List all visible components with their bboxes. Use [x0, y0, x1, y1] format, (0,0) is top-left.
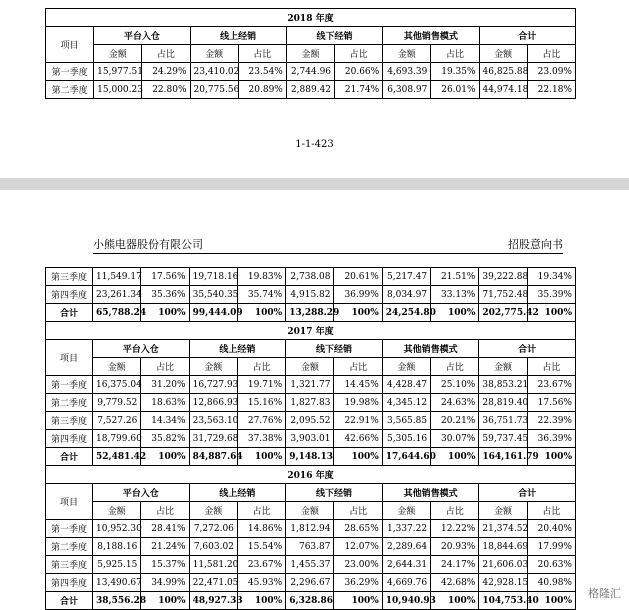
- ratio-cell: 100%: [334, 304, 382, 322]
- ratio-cell: 100%: [527, 448, 575, 466]
- channel-header: 合计: [479, 27, 575, 45]
- amount-cell: 10,952.30: [93, 520, 141, 538]
- ratio-header: 占比: [431, 502, 479, 520]
- amount-cell: 1,812.94: [286, 520, 334, 538]
- amount-cell: 84,887.64: [189, 448, 237, 466]
- channel-header: 平台入仓: [94, 27, 190, 45]
- amount-cell: 4,915.82: [286, 286, 334, 304]
- ratio-cell: 100%: [141, 448, 189, 466]
- channel-header: 其他销售模式: [382, 340, 479, 358]
- amount-header: 金额: [189, 502, 237, 520]
- amount-cell: 21,606.03: [479, 556, 527, 574]
- amount-cell: 59,737.45: [479, 430, 527, 448]
- channel-header: 平台入仓: [93, 484, 190, 502]
- page-separator: [0, 178, 629, 190]
- amount-cell: 7,272.06: [189, 520, 237, 538]
- ratio-cell: 19.83%: [237, 268, 285, 286]
- ratio-cell: 23.67%: [527, 376, 575, 394]
- amount-cell: 42,928.15: [479, 574, 527, 592]
- ratio-header: 占比: [238, 45, 286, 63]
- amount-header: 金额: [382, 502, 430, 520]
- ratio-cell: 100%: [141, 304, 189, 322]
- amount-cell: 23,563.10: [189, 412, 237, 430]
- year-label: 2016 年度: [46, 466, 576, 484]
- amount-cell: 39,222.88: [479, 268, 527, 286]
- year-header-row: [46, 466, 576, 484]
- ratio-cell: 35.39%: [527, 286, 575, 304]
- ratio-cell: 19.98%: [334, 394, 382, 412]
- ratio-cell: 31.20%: [141, 376, 189, 394]
- ratio-cell: 20.61%: [334, 268, 382, 286]
- quarter-label: 第三季度: [46, 556, 93, 574]
- amount-cell: 202,775.42: [479, 304, 527, 322]
- ratio-cell: 17.56%: [527, 394, 575, 412]
- ratio-cell: 100%: [237, 304, 285, 322]
- amount-header: 金额: [382, 358, 430, 376]
- amount-header: 金额: [190, 45, 238, 63]
- amount-cell: 164,161.79: [479, 448, 527, 466]
- amount-cell: 12,866.93: [189, 394, 237, 412]
- watermark: 格隆汇: [588, 587, 621, 600]
- ratio-cell: 40.98%: [527, 574, 575, 592]
- amount-header: 金额: [479, 358, 527, 376]
- ratio-cell: 14.45%: [334, 376, 382, 394]
- ratio-cell: 19.34%: [527, 268, 575, 286]
- table-row: [46, 63, 576, 81]
- amount-cell: 8,034.97: [382, 286, 430, 304]
- amount-cell: 20,775.56: [190, 81, 238, 99]
- quarter-label: 第一季度: [46, 376, 93, 394]
- amount-cell: 23,410.02: [190, 63, 238, 81]
- ratio-cell: 19.71%: [237, 376, 285, 394]
- amount-cell: 2,296.67: [286, 574, 334, 592]
- amount-cell: 52,481.42: [93, 448, 141, 466]
- ratio-cell: 35.36%: [141, 286, 189, 304]
- ratio-cell: 20.40%: [527, 520, 575, 538]
- table-row: [46, 520, 576, 538]
- ratio-cell: 100%: [431, 304, 479, 322]
- ratio-header: 占比: [237, 358, 285, 376]
- ratio-cell: 14.34%: [141, 412, 189, 430]
- ratio-cell: 15.37%: [141, 556, 189, 574]
- channel-header: 其他销售模式: [382, 484, 479, 502]
- ratio-cell: 30.07%: [431, 430, 479, 448]
- ratio-cell: 100%: [527, 304, 575, 322]
- channel-header: 其他销售模式: [383, 27, 479, 45]
- ratio-cell: 100%: [527, 592, 575, 610]
- ratio-cell: 36.29%: [334, 574, 382, 592]
- amount-cell: 28,819.40: [479, 394, 527, 412]
- amount-cell: 104,753.40: [479, 592, 527, 610]
- amount-cell: 5,925.15: [93, 556, 141, 574]
- ratio-cell: 42.68%: [431, 574, 479, 592]
- amount-cell: 1,455.37: [286, 556, 334, 574]
- ratio-header: 占比: [334, 502, 382, 520]
- table-row: [46, 574, 576, 592]
- amount-cell: 65,788.24: [93, 304, 141, 322]
- ratio-cell: 28.65%: [334, 520, 382, 538]
- ratio-cell: 35.74%: [237, 286, 285, 304]
- quarter-label: 第二季度: [46, 81, 94, 99]
- amount-cell: 13,288.29: [286, 304, 334, 322]
- amount-cell: 11,549.17: [93, 268, 141, 286]
- amount-cell: 18,799.60: [93, 430, 141, 448]
- ratio-cell: 36.99%: [334, 286, 382, 304]
- ratio-cell: 37.38%: [237, 430, 285, 448]
- subheader-row: [46, 502, 576, 520]
- amount-header: 金额: [93, 358, 141, 376]
- channel-header: 合计: [479, 340, 576, 358]
- ratio-cell: 15.54%: [237, 538, 285, 556]
- subheader-row: [46, 358, 576, 376]
- ratio-cell: 100%: [237, 448, 285, 466]
- quarter-label: 第四季度: [46, 574, 93, 592]
- amount-header: 金额: [93, 502, 141, 520]
- amount-header: 金额: [286, 358, 334, 376]
- company-name: 小熊电器股份有限公司: [93, 238, 203, 251]
- quarter-label: 第二季度: [46, 394, 93, 412]
- table-row: [46, 81, 576, 99]
- ratio-cell: 20.89%: [238, 81, 286, 99]
- amount-cell: 2,095.52: [286, 412, 334, 430]
- amount-cell: 38,556.28: [93, 592, 141, 610]
- ratio-cell: 100%: [334, 592, 382, 610]
- column-header-row: [46, 484, 576, 502]
- ratio-header: 占比: [527, 358, 575, 376]
- amount-cell: 16,375.04: [93, 376, 141, 394]
- ratio-cell: 20.21%: [431, 412, 479, 430]
- sales-table-2018-part1: [45, 8, 576, 99]
- amount-cell: 1,321.77: [286, 376, 334, 394]
- ratio-cell: 18.63%: [141, 394, 189, 412]
- amount-cell: 3,565.85: [382, 412, 430, 430]
- ratio-header: 占比: [527, 45, 575, 63]
- ratio-cell: 15.16%: [237, 394, 285, 412]
- ratio-cell: 23.00%: [334, 556, 382, 574]
- amount-header: 金额: [479, 45, 527, 63]
- amount-cell: 2,889.42: [286, 81, 334, 99]
- total-row: [46, 448, 576, 466]
- amount-cell: 46,825.88: [479, 63, 527, 81]
- amount-cell: 2,744.96: [286, 63, 334, 81]
- row-label-header: 项目: [46, 484, 93, 520]
- ratio-cell: 22.80%: [142, 81, 190, 99]
- amount-cell: 71,752.48: [479, 286, 527, 304]
- ratio-header: 占比: [527, 502, 575, 520]
- ratio-cell: 20.63%: [527, 556, 575, 574]
- ratio-cell: 22.39%: [527, 412, 575, 430]
- column-header-row: [46, 340, 576, 358]
- amount-header: 金额: [383, 45, 431, 63]
- channel-header: 线上经销: [189, 484, 286, 502]
- ratio-cell: 33.13%: [431, 286, 479, 304]
- quarter-label: 合计: [46, 448, 93, 466]
- amount-cell: 36,751.73: [479, 412, 527, 430]
- amount-cell: 2,644.31: [382, 556, 430, 574]
- ratio-cell: 100%: [334, 448, 382, 466]
- amount-cell: 4,693.39: [383, 63, 431, 81]
- table-row: [46, 556, 576, 574]
- table-row: [46, 430, 576, 448]
- amount-cell: 23,261.34: [93, 286, 141, 304]
- row-label-header: 项目: [46, 27, 94, 63]
- ratio-cell: 21.74%: [335, 81, 383, 99]
- amount-cell: 18,844.69: [479, 538, 527, 556]
- ratio-cell: 17.99%: [527, 538, 575, 556]
- amount-cell: 48,927.33: [189, 592, 237, 610]
- ratio-cell: 12.22%: [431, 520, 479, 538]
- ratio-cell: 20.93%: [431, 538, 479, 556]
- ratio-cell: 21.24%: [141, 538, 189, 556]
- ratio-cell: 14.86%: [237, 520, 285, 538]
- ratio-cell: 35.82%: [141, 430, 189, 448]
- ratio-cell: 22.91%: [334, 412, 382, 430]
- quarter-label: 第四季度: [46, 430, 93, 448]
- ratio-cell: 28.41%: [141, 520, 189, 538]
- ratio-cell: 100%: [431, 448, 479, 466]
- ratio-header: 占比: [431, 358, 479, 376]
- ratio-cell: 25.10%: [431, 376, 479, 394]
- quarter-label: 合计: [46, 304, 93, 322]
- channel-header: 线上经销: [189, 340, 286, 358]
- channel-header: 合计: [479, 484, 576, 502]
- sales-table-main: [45, 267, 576, 610]
- channel-header: 线下经销: [286, 27, 382, 45]
- amount-cell: 11,581.20: [189, 556, 237, 574]
- table-row: [46, 394, 576, 412]
- ratio-header: 占比: [142, 45, 190, 63]
- amount-cell: 9,779.52: [93, 394, 141, 412]
- amount-cell: 2,289.64: [382, 538, 430, 556]
- ratio-header: 占比: [141, 358, 189, 376]
- amount-cell: 4,428.47: [382, 376, 430, 394]
- amount-cell: 99,444.09: [189, 304, 237, 322]
- ratio-cell: 21.51%: [431, 268, 479, 286]
- column-header-row: [46, 27, 576, 45]
- ratio-cell: 17.56%: [141, 268, 189, 286]
- amount-cell: 4,345.12: [382, 394, 430, 412]
- ratio-cell: 26.01%: [431, 81, 479, 99]
- amount-cell: 10,940.93: [382, 592, 430, 610]
- amount-cell: 1,827.83: [286, 394, 334, 412]
- amount-cell: 35,540.35: [189, 286, 237, 304]
- row-label-header: 项目: [46, 340, 93, 376]
- amount-cell: 1,337.22: [382, 520, 430, 538]
- ratio-cell: 19.35%: [431, 63, 479, 81]
- amount-cell: 4,669.76: [382, 574, 430, 592]
- amount-cell: 15,977.51: [94, 63, 142, 81]
- table-row: [46, 412, 576, 430]
- amount-cell: 17,644.60: [382, 448, 430, 466]
- table-row: [46, 538, 576, 556]
- year-label: 2018 年度: [46, 9, 576, 27]
- channel-header: 平台入仓: [93, 340, 190, 358]
- ratio-header: 占比: [237, 502, 285, 520]
- ratio-cell: 100%: [237, 592, 285, 610]
- quarter-label: 第二季度: [46, 538, 93, 556]
- amount-cell: 7,603.02: [189, 538, 237, 556]
- quarter-label: 合计: [46, 592, 93, 610]
- amount-cell: 24,254.80: [382, 304, 430, 322]
- ratio-cell: 36.39%: [527, 430, 575, 448]
- amount-cell: 763.87: [286, 538, 334, 556]
- ratio-header: 占比: [431, 45, 479, 63]
- ratio-cell: 27.76%: [237, 412, 285, 430]
- ratio-cell: 24.63%: [431, 394, 479, 412]
- amount-header: 金额: [286, 502, 334, 520]
- ratio-cell: 24.17%: [431, 556, 479, 574]
- ratio-cell: 23.09%: [527, 63, 575, 81]
- ratio-cell: 100%: [431, 592, 479, 610]
- ratio-cell: 23.54%: [238, 63, 286, 81]
- amount-cell: 7,527.26: [93, 412, 141, 430]
- total-row: [46, 592, 576, 610]
- year-label: 2017 年度: [46, 322, 576, 340]
- amount-cell: 16,727.93: [189, 376, 237, 394]
- amount-cell: 9,148.13: [286, 448, 334, 466]
- quarter-label: 第四季度: [46, 286, 93, 304]
- amount-cell: 38,853.21: [479, 376, 527, 394]
- quarter-label: 第三季度: [46, 412, 93, 430]
- year-header-row: [46, 322, 576, 340]
- amount-cell: 15,000.23: [94, 81, 142, 99]
- ratio-cell: 45.93%: [237, 574, 285, 592]
- ratio-cell: 23.67%: [237, 556, 285, 574]
- ratio-cell: 22.18%: [527, 81, 575, 99]
- table-row: [46, 286, 576, 304]
- amount-cell: 8,188.16: [93, 538, 141, 556]
- amount-header: 金额: [189, 358, 237, 376]
- ratio-cell: 34.99%: [141, 574, 189, 592]
- amount-header: 金额: [94, 45, 142, 63]
- amount-cell: 6,308.97: [383, 81, 431, 99]
- ratio-cell: 42.66%: [334, 430, 382, 448]
- table-row: [46, 376, 576, 394]
- amount-cell: 13,490.67: [93, 574, 141, 592]
- channel-header: 线上经销: [190, 27, 286, 45]
- ratio-header: 占比: [335, 45, 383, 63]
- quarter-label: 第三季度: [46, 268, 93, 286]
- subheader-row: [46, 45, 576, 63]
- amount-cell: 2,738.08: [286, 268, 334, 286]
- year-header-row: [46, 9, 576, 27]
- amount-header: 金额: [479, 502, 527, 520]
- ratio-cell: 24.29%: [142, 63, 190, 81]
- amount-cell: 21,374.52: [479, 520, 527, 538]
- page-number: 1-1-423: [295, 139, 334, 150]
- quarter-label: 第一季度: [46, 520, 93, 538]
- ratio-header: 占比: [141, 502, 189, 520]
- amount-cell: 3,903.01: [286, 430, 334, 448]
- quarter-label: 第一季度: [46, 63, 94, 81]
- amount-cell: 6,328.86: [286, 592, 334, 610]
- amount-cell: 5,305.16: [382, 430, 430, 448]
- channel-header: 线下经销: [286, 484, 383, 502]
- amount-cell: 44,974.18: [479, 81, 527, 99]
- ratio-cell: 12.07%: [334, 538, 382, 556]
- page-header: [93, 236, 563, 254]
- amount-cell: 22,471.05: [189, 574, 237, 592]
- channel-header: 线下经销: [286, 340, 383, 358]
- amount-cell: 19,718.16: [189, 268, 237, 286]
- ratio-cell: 20.66%: [335, 63, 383, 81]
- ratio-header: 占比: [334, 358, 382, 376]
- ratio-cell: 100%: [141, 592, 189, 610]
- amount-header: 金额: [286, 45, 334, 63]
- total-row: [46, 304, 576, 322]
- amount-cell: 31,729.68: [189, 430, 237, 448]
- table-row: [46, 268, 576, 286]
- amount-cell: 5,217.47: [382, 268, 430, 286]
- document-title: 招股意向书: [508, 238, 563, 251]
